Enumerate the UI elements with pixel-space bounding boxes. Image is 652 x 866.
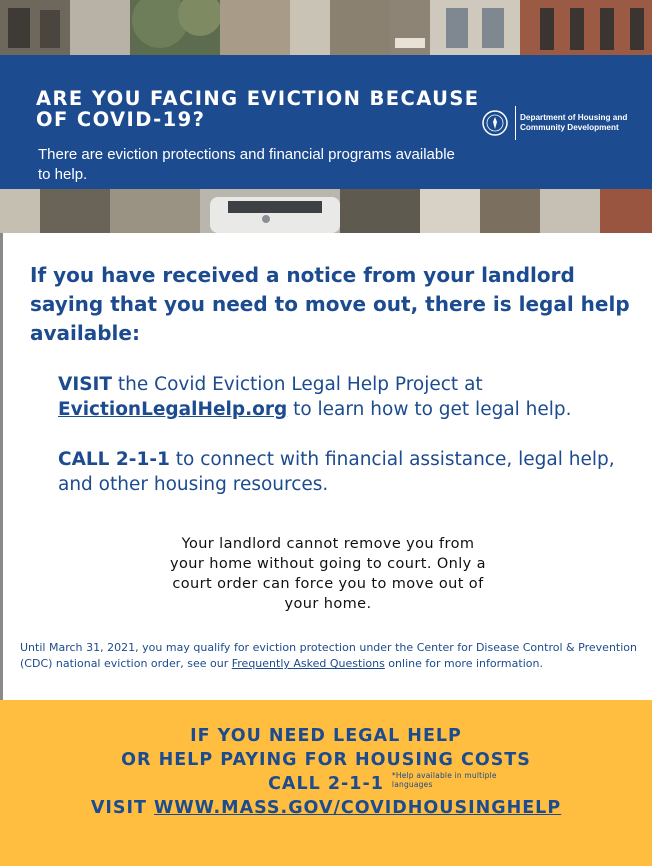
logo-divider: [515, 106, 516, 140]
cdc-eviction-note: [20, 640, 637, 672]
faq-link[interactable]: Frequently Asked Questions: [231, 657, 385, 670]
covid-housing-help-link[interactable]: WWW.MASS.GOV/COVIDHOUSINGHELP: [154, 798, 562, 818]
footer-visit-line: [0, 798, 652, 818]
footer-language-note: *Help available in multiple languages: [391, 771, 497, 789]
street-photo-top: [0, 0, 652, 55]
call-instruction: [58, 447, 628, 497]
visit-keyword: VISIT: [58, 374, 113, 395]
footer-call-number: CALL 2-1-1: [268, 774, 384, 794]
visit-instruction: [58, 372, 628, 422]
department-name: Department of Housing and Community Development: [520, 113, 628, 132]
department-logo: [482, 106, 642, 140]
page-headline: ARE YOU FACING EVICTION BECAUSE OF COVID-19?: [36, 87, 480, 131]
eviction-legal-help-link[interactable]: EvictionLegalHelp.org: [58, 399, 288, 420]
footer-call: [268, 771, 497, 794]
footer-line-legal-help: IF YOU NEED LEGAL HELP: [190, 726, 462, 746]
court-order-notice: Your landlord cannot remove you from your home without going to court. Only a court order can force you to move out of your home.: [170, 536, 486, 612]
visit-text-after: to learn how to get legal help.: [287, 399, 572, 420]
visit-text-before: the Covid Eviction Legal Help Project at: [112, 374, 483, 395]
cdc-note-text-before: Until March 31, 2021, you may qualify for eviction protection under the Center for Disease Control & Prevention (CDC) national eviction order, see our: [20, 641, 637, 670]
header-banner: [0, 0, 652, 233]
street-photo-bottom: [0, 189, 652, 233]
footer-call-line: [0, 771, 652, 794]
help-footer: [0, 700, 652, 866]
page-subheading: There are eviction protections and financial programs available to help.: [38, 146, 455, 183]
state-seal-icon: [482, 110, 508, 136]
call-keyword: CALL 2-1-1: [58, 449, 170, 470]
legal-help-lead: If you have received a notice from your landlord saying that you need to move out, there is legal help available:: [30, 263, 630, 345]
call-text: to connect with financial assistance, legal help, and other housing resources.: [58, 449, 615, 495]
cdc-note-text-after: online for more information.: [384, 657, 543, 670]
footer-visit-label: VISIT: [90, 798, 155, 818]
footer-line-housing-costs: OR HELP PAYING FOR HOUSING COSTS: [121, 750, 531, 770]
